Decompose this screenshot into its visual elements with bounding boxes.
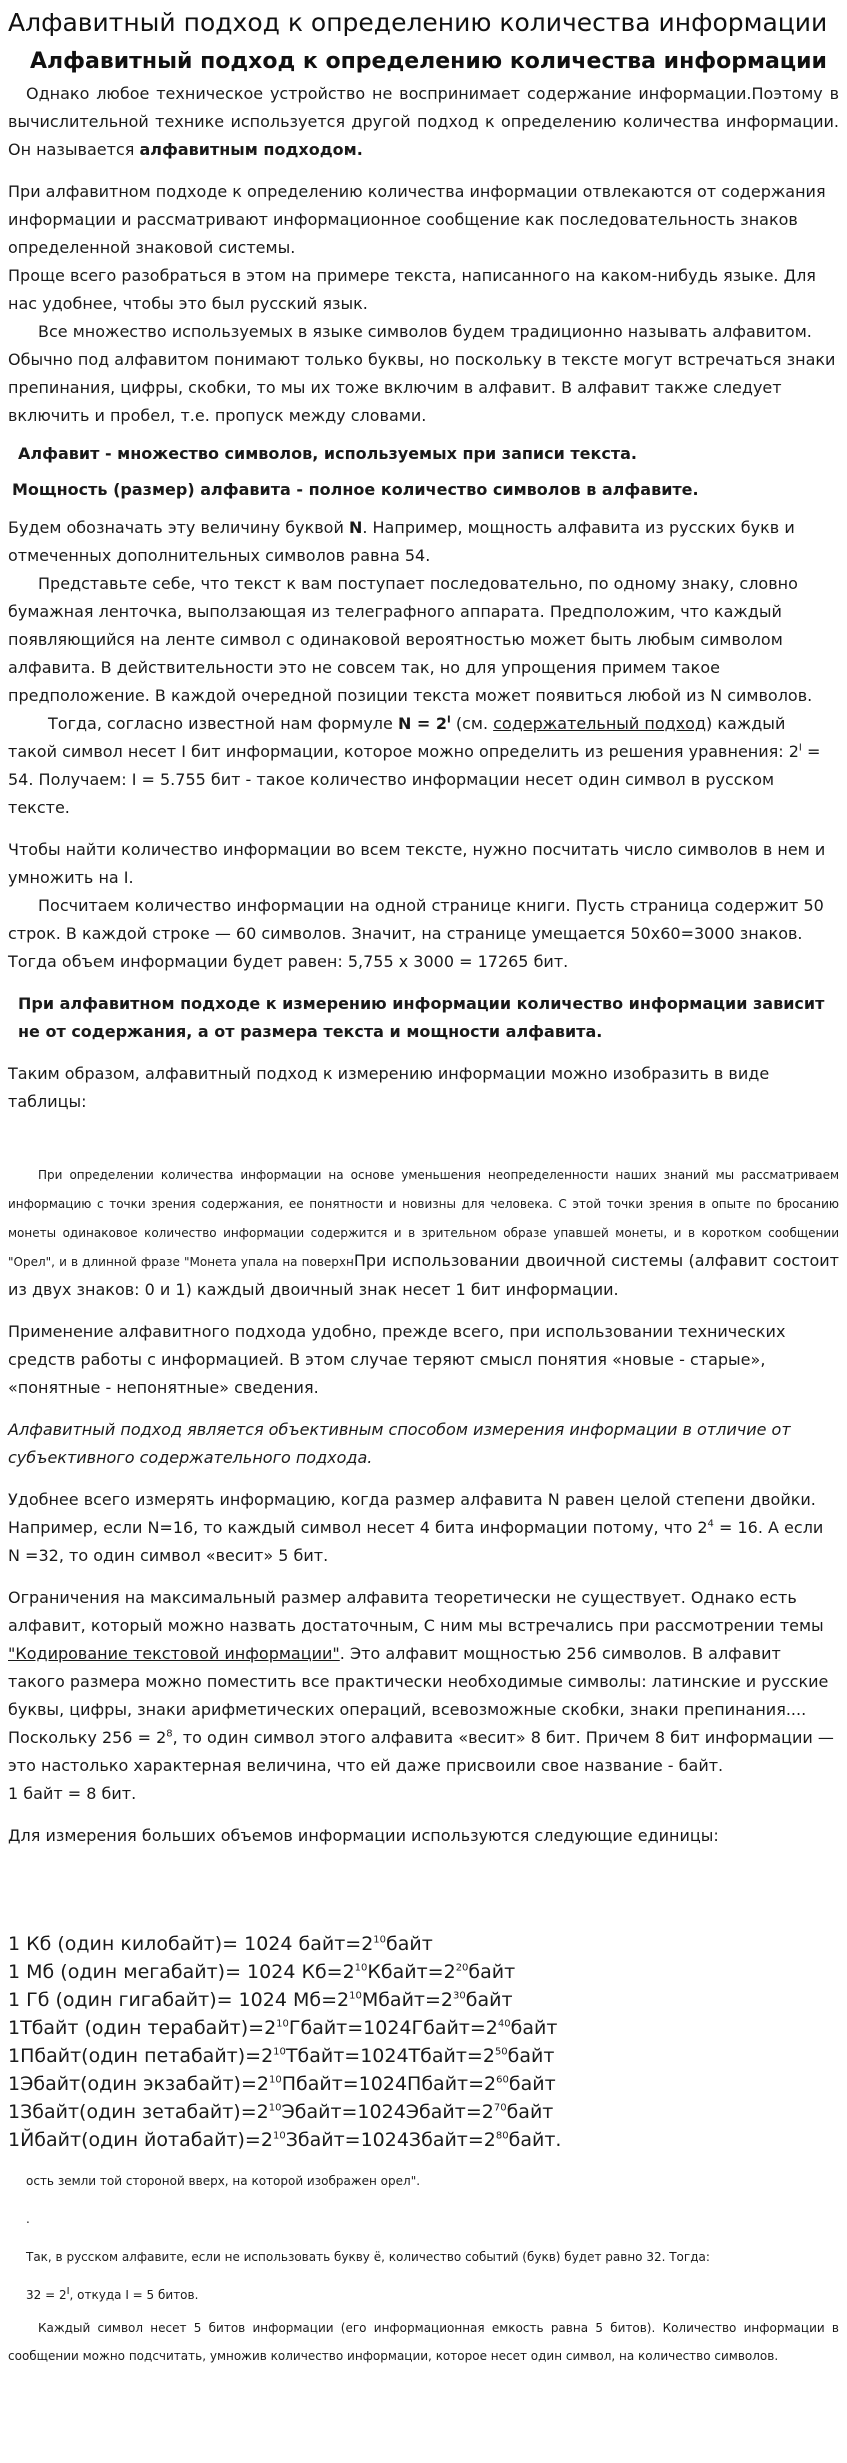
alphabet-approach-term: алфавитным подходом.: [139, 140, 363, 159]
table-cell-text: [8, 1160, 839, 1304]
table-small-text: При определении количества информации на основе уменьшения неопределенности наших знаний мы рассматриваем информацию с точки зрения содержания, ее понятности и новизны для человека. С этой точки зрения в опыте по бросанию монеты одинаковое количество информации содержится и в зрительном образе упавшей монеты, и в коротком сообщении "Орел", и в длинной фразе "Монета упала на поверхн: [8, 1168, 839, 1269]
intro-paragraph: Однако любое техническое устройство не воспринимает содержание информации.Поэтому в вычислительной технике используется другой подход к определению количества информации. Он называется алфавитным подходом.: [8, 84, 839, 159]
power-paragraph: Будем обозначать эту величину буквой N. Например, мощность алфавита из русских букв и отмеченных дополнительных символов равна 54.: [8, 518, 795, 565]
unit-zettabyte: 1Збайт(один $зетабайт)=2^{10}Эбайт=1024Эбайт=2^{70}байт$: [8, 2101, 554, 2123]
unit-petabyte: 1Пбайт(один $петабайт)=2^{10}Тбайт=1024Тбайт=2^{50}байт$: [8, 2045, 555, 2067]
units-intro: Для измерения больших объемов информации используются следующие единицы:: [8, 1826, 719, 1845]
russian-language-paragraph: Проще всего разобраться в этом на примере текста, написанного на каком-нибудь языке. Для нас удобнее, чтобы это был русский язык.: [8, 266, 816, 313]
alphabet-paragraph: Все множество используемых в языке символов будем традиционно называть алфавитом. Обычно под алфавитом понимают только буквы, но поскольку в тексте могут встречаться знаки препинания, цифры, скобки, то мы их тоже включим в алфавит. В алфавит также следует включить и пробел, т.е. пропуск между словами.: [8, 322, 836, 425]
approach-paragraph: При алфавитном подходе к определению количества информации отвлекаются от содержания информации и рассматривают информационное сообщение как последовательность знаков определенной знаковой системы.: [8, 182, 826, 257]
binary-system-text: При использовании двоичной системы (алфавит состоит из двух знаков: 0 и 1) каждый двоичный знак несет 1 бит информации.: [8, 1251, 839, 1299]
alphabet-limit-paragraph: Ограничения на максимальный размер алфавита теоретически не существует. Однако есть алфавит, который можно назвать достаточным, С ним мы встречались при рассмотрении темы "Кодирование текстовой информации". Это алфавит мощностью 256 символов. В алфавит такого размера можно поместить все практически необходимые символы: латинские и русские буквы, цифры, знаки арифметических операций, всевозможные скобки, знаки препинания.... Поскольку $256 = 2^8$, то один символ этого алфавита «весит» 8 бит. Причем 8 бит информации — это настолько характерная величина, что ей даже присвоили свое название - байт.: [8, 1588, 834, 1775]
power-of-two-paragraph: Удобнее всего измерять информацию, когда размер алфавита N равен целой степени двойки. Например, если N=16, то каждый символ несет 4 бита информации потому, что $2^4 = 16$. А если N =32, то один символ «весит» 5 бит.: [8, 1490, 824, 1565]
footnote-dot: .: [26, 2212, 30, 2226]
objective-method-statement: Алфавитный подход является объективным способом измерения информации в отличие от субъективного содержательного подхода.: [8, 1420, 791, 1467]
units-list: [8, 1930, 839, 2154]
footnote-equation: $32 = 2^I$, откуда I = 5 битов.: [26, 2286, 199, 2302]
unit-terabyte: 1Тбайт (один $терабайт)=2^{10}Гбайт=1024Гбайт=2^{40}байт$: [8, 2017, 558, 2039]
application-paragraph: Применение алфавитного подхода удобно, прежде всего, при использовании технических средств работы с информацией. В этом случае теряют смысл понятия «новые - старые», «понятные - непонятные» сведения.: [8, 1322, 786, 1397]
content-approach-link[interactable]: содержательный подход: [493, 714, 707, 733]
formula: $N = 2^I$: [397, 714, 451, 733]
document-title: Алфавитный подход к определению количества информации: [30, 49, 827, 74]
page-heading: Алфавитный подход к определению количества информации: [8, 8, 828, 37]
footnote-russian-alphabet: Так, в русском алфавите, если не использовать букву ё, количество событий (букв) будет равно 32. Тогда:: [26, 2250, 710, 2264]
unit-yottabyte: 1Йбайт(один $йотабайт)=2^{10}Збайт=1024Збайт=2^{80}байт$.: [8, 2129, 562, 2151]
alphabet-definition: Алфавит - множество символов, используемых при записи текста.: [18, 444, 638, 463]
table-intro: Таким образом, алфавитный подход к измерению информации можно изобразить в виде таблицы:: [8, 1064, 770, 1111]
whole-text-paragraph: Чтобы найти количество информации во всем тексте, нужно посчитать число символов в нем и умножить на I.: [8, 840, 826, 887]
conclusion-statement: При алфавитном подходе к измерению информации количество информации зависит не от содержания, а от размера текста и мощности алфавита.: [18, 994, 825, 1041]
footnote-coin: ость земли той стороной вверх, на которой изображен орел".: [26, 2174, 421, 2188]
book-page-paragraph: Посчитаем количество информации на одной странице книги. Пусть страница содержит 50 строк. В каждой строке — 60 символов. Значит, на странице умещается 50х60=3000 знаков. Тогда объем информации будет равен: 5,755 х 3000 = 17265 бит.: [8, 896, 824, 971]
alphabet-power-definition: Мощность (размер) алфавита - полное количество символов в алфавите.: [12, 480, 699, 499]
text-encoding-link[interactable]: "Кодирование текстовой информации": [8, 1644, 340, 1663]
unit-kilobyte: 1 Кб (один килобайт)= 1024 $байт=2^{10}байт$: [8, 1933, 433, 1955]
byte-definition: 1 байт = 8 бит.: [8, 1784, 137, 1803]
telegraph-paragraph: Представьте себе, что текст к вам поступает последовательно, по одному знаку, словно бумажная ленточка, выползающая из телеграфного аппарата. Предположим, что каждый появляющийся на ленте символ с одинаковой вероятностью может быть любым символом алфавита. В действительности это не совсем так, но для упрощения примем такое предположение. В каждой очередной позиции текста может появиться любой из N символов.Тогда, согласно известной нам формуле $N = 2^I$ (см. содержательный подход) каждый такой символ несет I бит информации, которое можно определить из решения уравнения: $2^I = 54$. Получаем: I = 5.755 бит - такое количество информации несет один символ в русском тексте.: [8, 574, 821, 817]
unit-gigabyte: 1 Гб (один гигабайт)= 1024 $Мб=2^{10}Мбайт=2^{30}байт$: [8, 1989, 513, 2011]
unit-exabyte: 1Эбайт(один $экзабайт)=2^{10}Пбайт=1024Пбайт=2^{60}байт$: [8, 2073, 556, 2095]
unit-megabyte: 1 Мб (один мегабайт)= 1024 $Кб=2^{10}Кбайт=2^{20}байт$: [8, 1961, 516, 1983]
footnote-symbol-capacity: Каждый символ несет 5 битов информации (его информационная емкость равна 5 битов). Количество информации в сообщении можно подсчитать, умножив количество информации, которое несет один символ, на количество символов.: [8, 2321, 839, 2363]
